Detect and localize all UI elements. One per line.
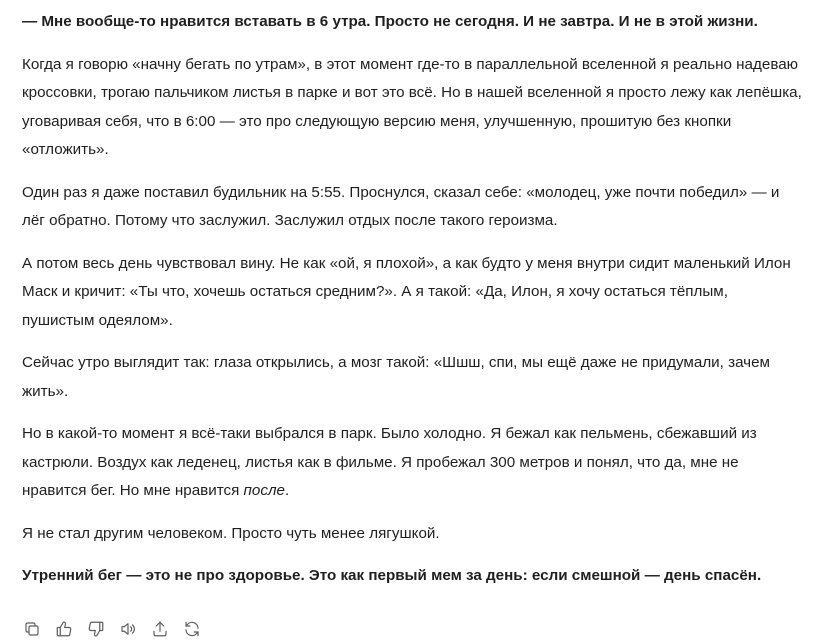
share-button[interactable]	[150, 619, 170, 639]
assistant-message	[22, 8, 802, 591]
message-paragraph-6-emphasis: после	[243, 482, 285, 499]
share-icon	[151, 620, 169, 638]
message-paragraph-6	[22, 420, 802, 506]
copy-icon	[23, 620, 41, 638]
message-paragraph-2: Когда я говорю «начну бегать по утрам», в этот момент где-то в параллельной вселенной я реально надеваю кроссовки, трогаю пальчиком листья в парке и вот это всё. Но в нашей вселенной я просто лежу как лепёшка, уговаривая себя, что в 6:00 — это про следующую версию меня, улучшенную, прошитую без кнопки «отложить».	[22, 55, 802, 158]
message-paragraph-7: Я не стал другим человеком. Просто чуть менее лягушкой.	[22, 524, 440, 542]
read-aloud-button[interactable]	[118, 619, 138, 639]
regenerate-button[interactable]	[182, 619, 202, 639]
thumbs-down-icon	[87, 620, 105, 638]
speaker-icon	[119, 620, 137, 638]
message-paragraph-4: А потом весь день чувствовал вину. Не как «ой, я плохой», а как будто у меня внутри сидит маленький Илон Маск и кричит: «Ты что, хочешь остаться средним?». А я такой: «Да, Илон, я хочу остаться тёплым, пушистым одеялом».	[22, 254, 791, 329]
message-paragraph-5: Сейчас утро выглядит так: глаза открылись, а мозг такой: «Шшш, спи, мы ещё даже не придумали, зачем жить».	[22, 354, 770, 400]
regenerate-icon	[183, 620, 201, 638]
message-paragraph-3: Один раз я даже поставил будильник на 5:55. Проснулся, сказал себе: «молодец, уже почти победил» — и лёг обратно. Потому что заслужил. Заслужил отдых после такого героизма.	[22, 183, 780, 229]
message-paragraph-1: — Мне вообще-то нравится вставать в 6 утра. Просто не сегодня. И не завтра. И не в этой жизни.	[22, 13, 758, 30]
message-paragraph-6-text: Но в какой-то момент я всё-таки выбрался в парк. Было холодно. Я бежал как пельмень, сбежавший из кастрюли. Воздух как леденец, листья как в фильме. Я пробежал 300 метров и понял, что да, мне не нравится бег. Но мне нравится	[22, 425, 757, 499]
thumbs-up-button[interactable]	[54, 619, 74, 639]
message-paragraph-6-end: .	[284, 482, 290, 499]
message-action-bar	[22, 619, 202, 639]
copy-button[interactable]	[22, 619, 42, 639]
thumbs-down-button[interactable]	[86, 619, 106, 639]
thumbs-up-icon	[55, 620, 73, 638]
message-paragraph-8: Утренний бег — это не про здоровье. Это как первый мем за день: если смешной — день спасён.	[22, 567, 762, 584]
